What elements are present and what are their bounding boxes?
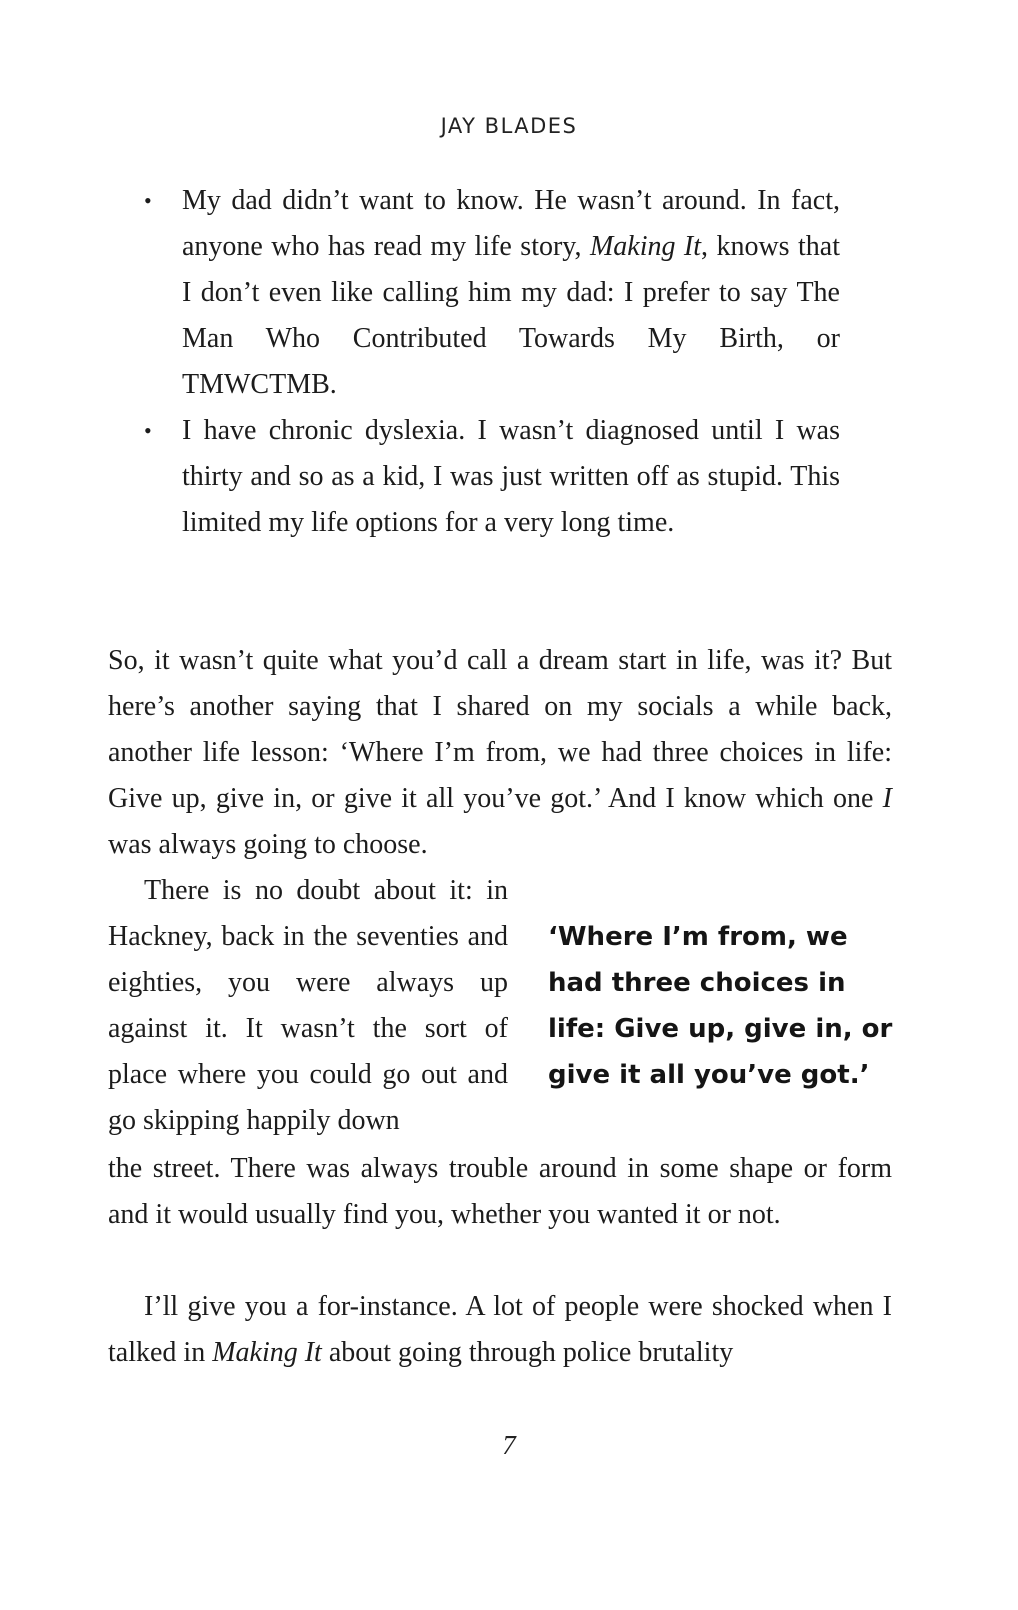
paragraph-text: There is no doubt about it: in Hackney, back in the seventies and eighties, you were always up against it. It wasn’t the sort of place where you could go out and go skipping happily down bbox=[108, 875, 508, 1136]
bullet-icon: • bbox=[144, 418, 152, 443]
paragraph-text: So, it wasn’t quite what you’d call a dream start in life, was it? But here’s another saying that I shared on my socials a while back, another life lesson: ‘Where I’m from, we had three choices in life: Give up, give in, or give it all you’ve got.’ And I know which one bbox=[108, 645, 892, 814]
pull-quote: ‘Where I’m from, we had three choices in life: Give up, give in, or give it all you’ve got.’ bbox=[548, 922, 893, 1090]
paragraph bbox=[108, 638, 892, 868]
paragraph-continuation: the street. There was always trouble around in some shape or form and it would usually find you, whether you wanted it or not. bbox=[108, 1153, 892, 1230]
bullet-icon: • bbox=[144, 188, 152, 213]
paragraph-text: about going through police brutality bbox=[321, 1337, 734, 1368]
paragraph bbox=[108, 1284, 892, 1376]
paragraph-wrapped bbox=[108, 868, 508, 1144]
running-head: JAY BLADES bbox=[440, 114, 578, 138]
emphasis: I bbox=[882, 783, 892, 814]
bullet-text: My dad didn’t want to know. He wasn’t around. In fact, anyone who has read my life story, bbox=[182, 185, 840, 262]
book-title: Making It bbox=[212, 1337, 322, 1368]
bullet-list bbox=[140, 178, 840, 546]
bullet-text: I have chronic dyslexia. I wasn’t diagnosed until I was thirty and so as a kid, I was just written off as stupid. This limited my life options for a very long time. bbox=[182, 415, 840, 538]
bullet-item bbox=[140, 178, 840, 408]
page-number: 7 bbox=[502, 1430, 516, 1460]
bullet-text: , knows that I don’t even like calling him my dad: I prefer to say The Man Who Contributed Towards My Birth, or TMWCTMB. bbox=[182, 231, 840, 400]
paragraph-text: was always going to choose. bbox=[108, 829, 428, 860]
paragraph-text: I’ll give you a for-instance. A lot of people were shocked when I talked in bbox=[108, 1291, 892, 1368]
book-title: Making It bbox=[589, 231, 702, 262]
bullet-item bbox=[140, 408, 840, 546]
